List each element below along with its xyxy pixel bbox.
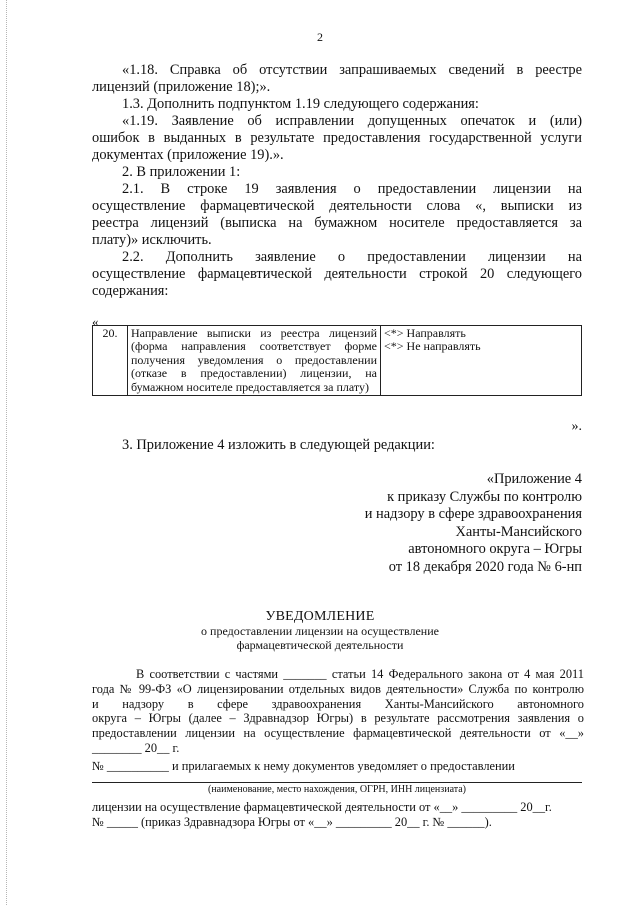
licensee-name-line: [92, 782, 582, 783]
paragraph-1-19-line-3: документах (приложение 19).».: [92, 147, 284, 163]
paragraph-2-1-line-2: осуществление фармацевтической деятельности слова «, выписки из: [92, 198, 582, 214]
paragraph-2-1-line-3: реестра лицензий (выписка на бумажном носителе предоставляется за: [92, 215, 582, 231]
paragraph-2: 2. В приложении 1:: [122, 164, 241, 180]
notice-line-3: и надзору в сфере здравоохранения Ханты-Мансийского автономного: [92, 696, 584, 711]
appendix-line-4: Ханты-Мансийского: [455, 523, 582, 540]
paragraph-2-1-line-4: плату)» исключить.: [92, 232, 212, 248]
notice-line-5: предоставлении лицензии на осуществление фармацевтической деятельности от «__»: [92, 726, 584, 741]
notice-line-7: № __________ и прилагаемых к нему документов уведомляет о предоставлении: [92, 758, 515, 773]
paragraph-3-block: [92, 437, 582, 454]
amendment-text: [92, 62, 582, 300]
option-send: <*> Направлять: [384, 326, 466, 340]
notice-title: УВЕДОМЛЕНИЕ: [265, 609, 375, 624]
notice-line-1: В соответствии с частями _______ статьи 14 Федерального закона от 4 мая 2011: [136, 667, 584, 681]
paragraph-1-3: 1.3. Дополнить подпунктом 1.19 следующего содержания:: [122, 96, 479, 112]
option-not-send: <*> Не направлять: [384, 339, 481, 354]
notice-subtitle-line-1: о предоставлении лицензии на осуществление: [201, 624, 439, 638]
notice-line-9: № _____ (приказ Здравнадзора Югры от «__» _________ 20__ г. № ______).: [92, 814, 492, 829]
paragraph-3: 3. Приложение 4 изложить в следующей редакции:: [122, 437, 435, 453]
row-number: 20.: [93, 326, 128, 396]
appendix-line-3: и надзору в сфере здравоохранения: [364, 506, 582, 523]
application-row-table: [92, 325, 582, 396]
paragraph-1-18-line-1: «1.18. Справка об отсутствии запрашиваемых сведений в реестре: [122, 62, 582, 78]
appendix-header: [365, 471, 582, 577]
scan-edge: [6, 0, 9, 905]
page-number: 2: [317, 30, 323, 44]
paragraph-1-19-line-2: ошибок в выданных в результате предоставления государственной услуги: [92, 130, 582, 146]
notice-subtitle-line-2: фармацевтической деятельности: [236, 638, 404, 652]
licensee-caption: (наименование, место нахождения, ОГРН, ИНН лицензиата): [207, 784, 467, 795]
open-quote: «: [92, 314, 99, 329]
notice-subtitle: [0, 624, 640, 652]
paragraph-1-19-line-1: «1.19. Заявление об исправлении допущенных опечаток и (или): [122, 113, 582, 129]
paragraph-2-2-line-2: осуществление фармацевтической деятельности строкой 20 следующего: [92, 266, 582, 282]
table-row: [93, 326, 582, 396]
row-description: Направление выписки из реестра лицензий (форма направления соответствует форме получения уведомления о предоставлении (отказе в предоставлении) лицензии, на бумажном носителе предоставляется за плату): [128, 326, 381, 396]
appendix-line-1: «Приложение 4: [486, 471, 582, 487]
notice-body: [92, 667, 584, 774]
paragraph-2-1-line-1: 2.1. В строке 19 заявления о предоставлении лицензии на: [122, 181, 582, 197]
paragraph-2-2-line-1: 2.2. Дополнить заявление о предоставлении лицензии на: [122, 249, 582, 265]
notice-line-2: года № 99-ФЗ «О лицензировании отдельных видов деятельности» Служба по контролю: [92, 681, 584, 696]
close-quote: ».: [571, 419, 582, 434]
paragraph-2-2-line-3: содержания:: [92, 283, 169, 299]
row-options: [381, 326, 582, 396]
notice-line-8: лицензии на осуществление фармацевтической деятельности от «__» _________ 20__г.: [92, 800, 552, 814]
appendix-line-5: автономного округа – Югры: [408, 541, 582, 558]
appendix-line-6: от 18 декабря 2020 года № 6-нп: [388, 558, 582, 575]
notice-body-continued: [92, 800, 584, 830]
notice-line-6: ________ 20__ г.: [92, 740, 180, 755]
paragraph-1-18-line-2: лицензий (приложение 18);».: [92, 79, 271, 95]
notice-line-4: округа – Югры (далее – Здравнадзор Югры) в результате рассмотрения заявления о: [92, 711, 584, 726]
appendix-line-2: к приказу Службы по контролю: [387, 488, 582, 505]
